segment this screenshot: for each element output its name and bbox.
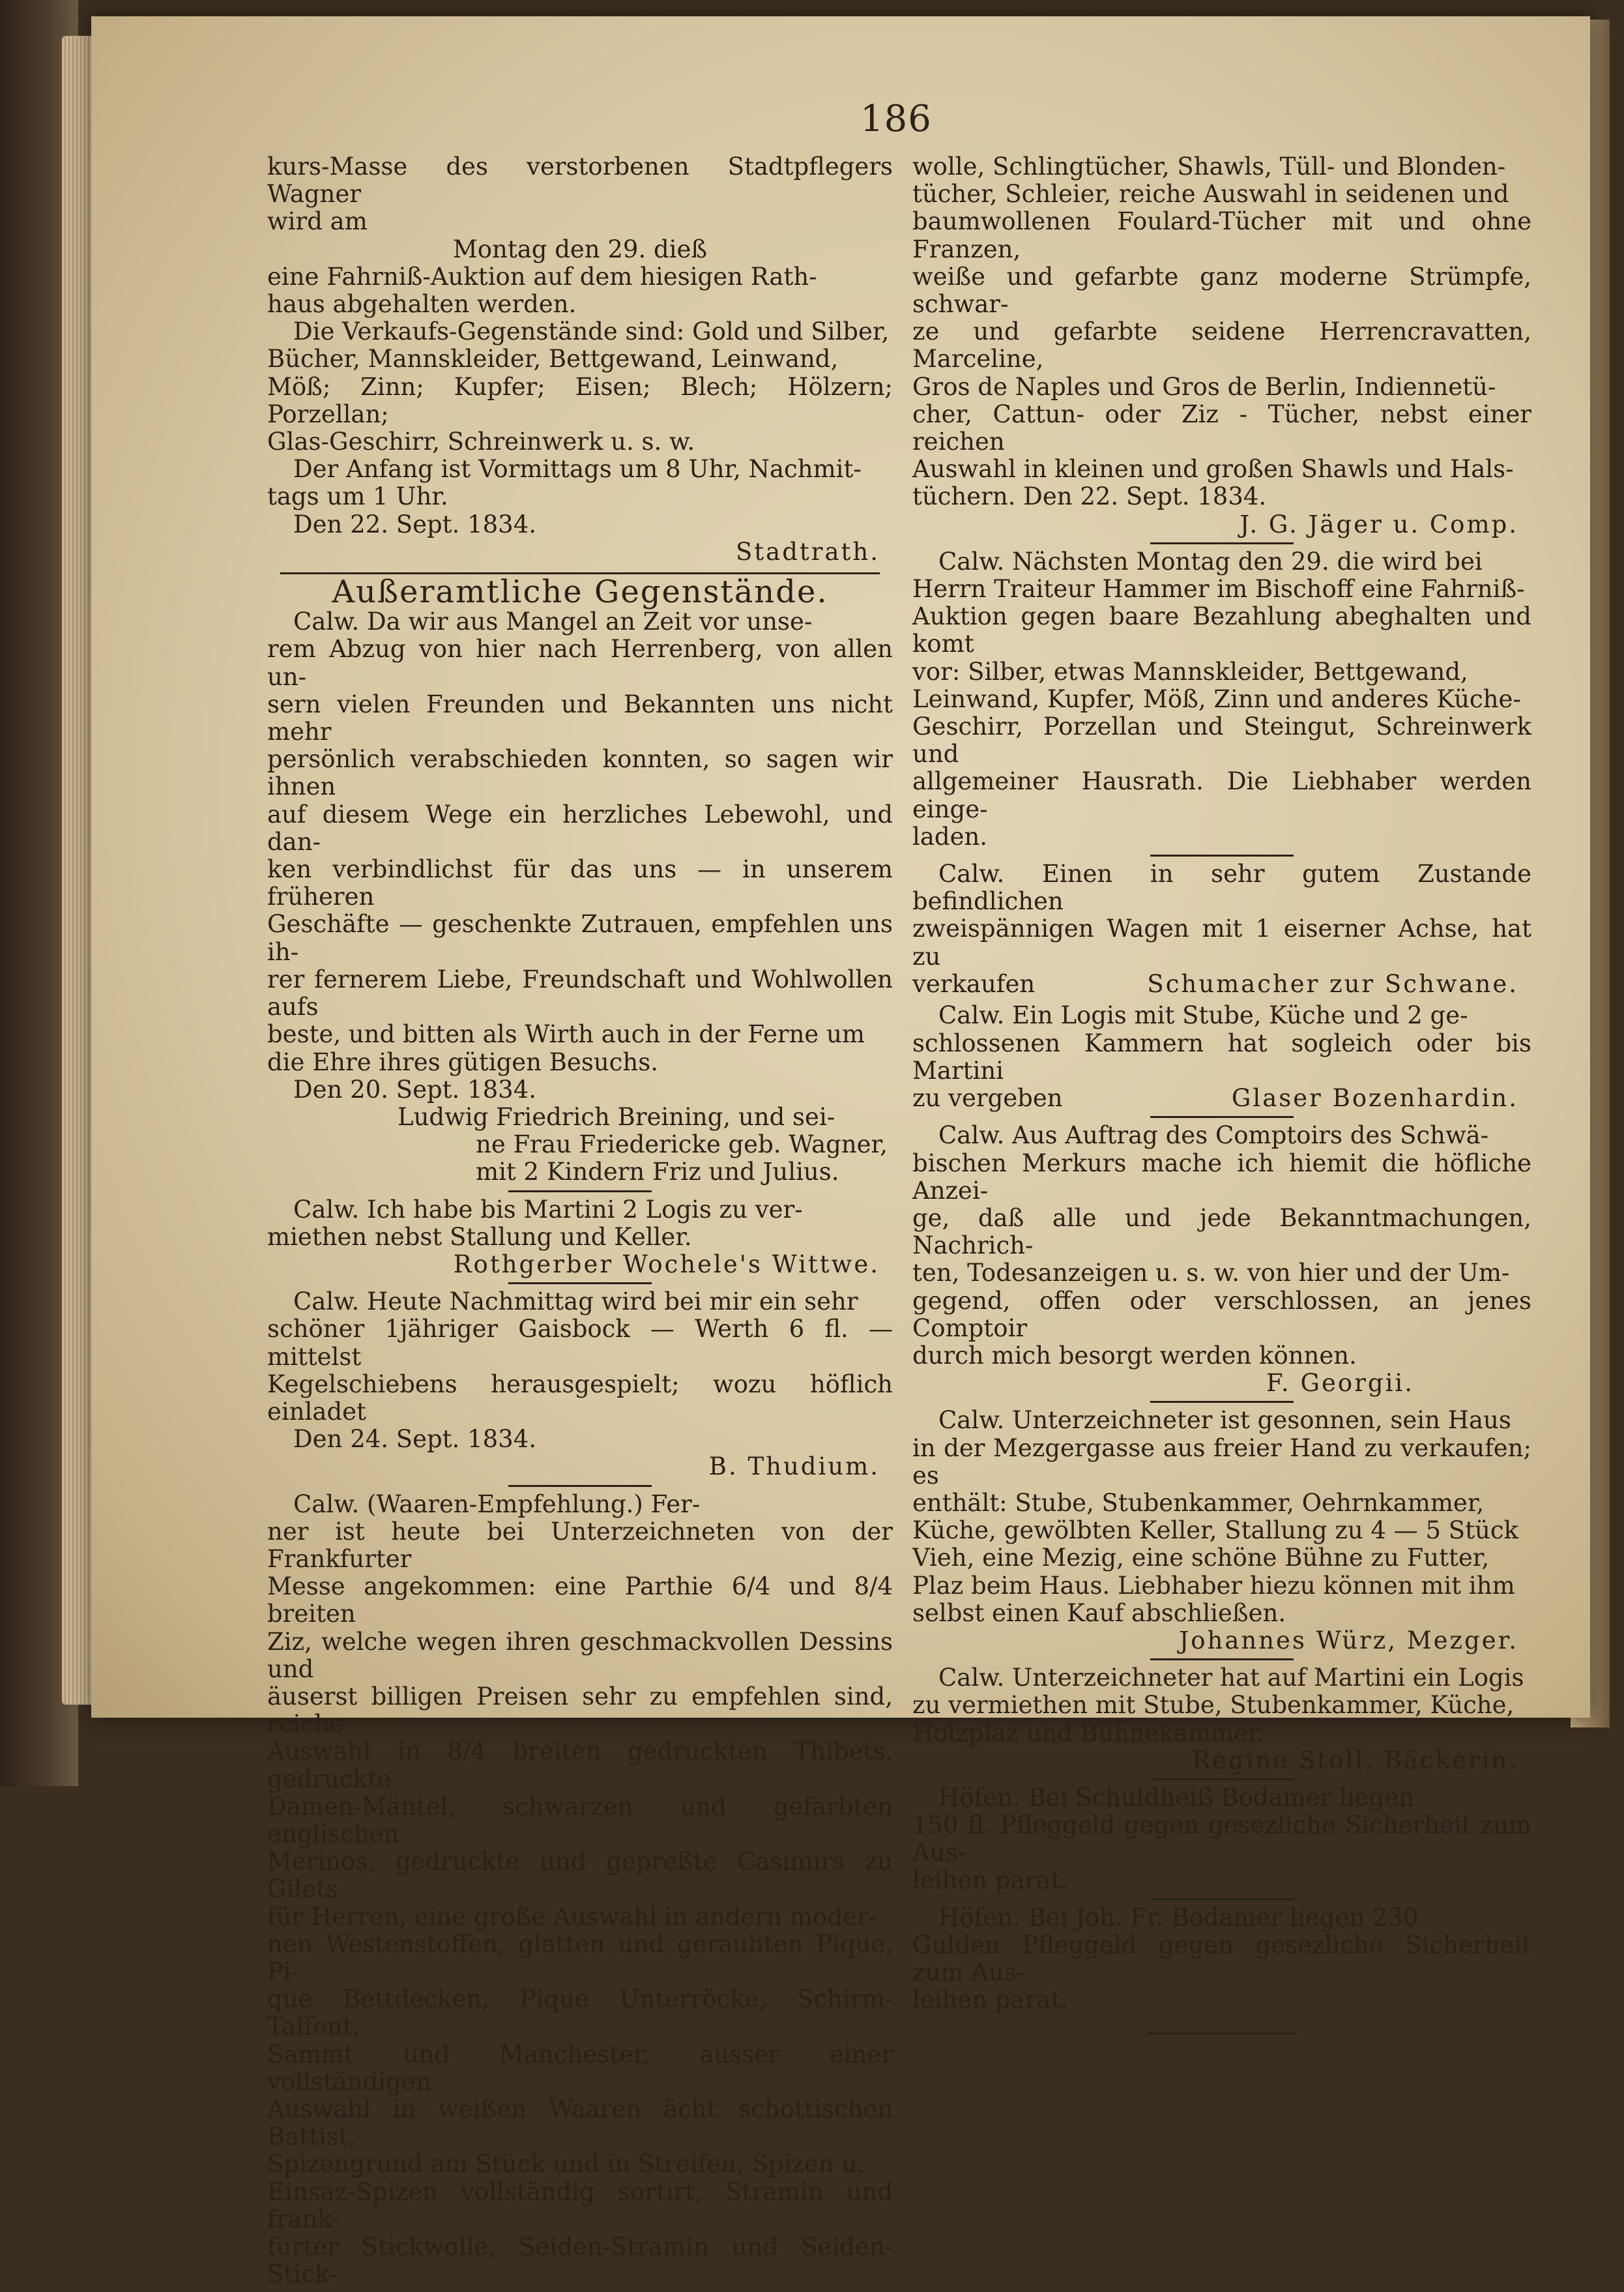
text-line: Auswahl in 8/4 breiten gedruckten Thibets, gedruckte — [267, 1737, 893, 1793]
divider-rule — [1150, 542, 1294, 544]
divider-rule — [1150, 1778, 1294, 1780]
text-line: laden. — [912, 822, 988, 851]
text-line: Glas-Geschirr, Schreinwerk u. s. w. — [267, 428, 695, 456]
signature: Regine Stoll, Bäckerin. — [1192, 1746, 1518, 1774]
section-title: Außeramtliche Gegenstände. — [332, 574, 828, 611]
text-line: zu vermiethen mit Stube, Stubenkammer, Küche, — [912, 1691, 1515, 1720]
text-line: verkaufen — [912, 969, 1036, 998]
text-line: in der Mezgergasse aus freier Hand zu verkaufen; es — [912, 1433, 1531, 1490]
text-line: miethen nebst Stallung und Keller. — [267, 1222, 692, 1251]
text-line: ten, Todesanzeigen u. s. w. von hier und der Um- — [912, 1259, 1510, 1287]
text-line: Geschirr, Porzellan und Steingut, Schreinwerk und — [912, 713, 1531, 769]
text-line: Calw. Einen in sehr gutem Zustande befindlichen — [912, 860, 1531, 916]
text-line: Auktion gegen baare Bezahlung abeghalten und komt — [912, 602, 1531, 658]
text-line: ner ist heute bei Unterzeichneten von der Frankfurter — [267, 1517, 893, 1573]
text-line: Auswahl in kleinen und großen Shawls und Hals- — [912, 455, 1514, 484]
text-line: gegend, offen oder verschlossen, an jenes Comptoir — [912, 1286, 1531, 1342]
text-line: Einsaz-Spizen vollständig sortirt, Stramin und frank- — [267, 2177, 893, 2233]
text-line: Spizengrund am Stück und in Streifen, Spizen u. — [267, 2150, 865, 2179]
signature: B. Thudium. — [708, 1452, 880, 1481]
text-line: baumwollenen Foulard-Tücher mit und ohne Franzen, — [912, 207, 1531, 263]
text-line: Calw. Aus Auftrag des Comptoirs des Schwä- — [938, 1121, 1489, 1150]
text-line: schöner 1jähriger Gaisbock — Werth 6 fl. — mittelst — [267, 1315, 893, 1371]
text-line: Den 24. Sept. 1834. — [293, 1425, 536, 1454]
text-line: Calw. (Waaren-Empfehlung.) Fer- — [293, 1490, 701, 1518]
notice-jaeger — [912, 153, 1531, 538]
text-line: zweispännigen Wagen mit 1 eiserner Achse, hat zu — [912, 915, 1531, 971]
left-column — [267, 153, 893, 2292]
text-line: allgemeiner Hausrath. Die Liebhaber werden einge- — [912, 767, 1531, 823]
signature-line: mit 2 Kindern Friz und Julius. — [476, 1158, 839, 1186]
text-line: zu vergeben — [912, 1083, 1063, 1112]
text-line: Bücher, Mannskleider, Bettgewand, Leinwand, — [267, 345, 839, 374]
text-line: Die Verkaufs-Gegenstände sind: Gold und Silber, — [293, 317, 890, 346]
text-line: sern vielen Freunden und Bekannten uns nicht mehr — [267, 690, 893, 746]
notice-bozenhardin — [912, 1002, 1531, 1112]
signature: Johannes Würz, Mezger. — [1179, 1626, 1518, 1654]
text-line: Montag den 29. dieß — [452, 235, 708, 263]
text-line: Den 20. Sept. 1834. — [293, 1075, 536, 1104]
notice-georgii — [912, 1122, 1531, 1397]
text-line: schlossenen Kammern hat sogleich oder bis Martini — [912, 1029, 1531, 1085]
text-line: tüchern. Den 22. Sept. 1834. — [912, 482, 1267, 511]
text-line: Messe angekommen: eine Parthie 6/4 und 8/4 breiten — [267, 1572, 893, 1628]
text-line: durch mich besorgt werden können. — [912, 1341, 1357, 1370]
text-line: rer fernerem Liebe, Freundschaft und Wohlwollen aufs — [267, 965, 893, 1021]
text-line: Der Anfang ist Vormittags um 8 Uhr, Nachmit- — [293, 455, 862, 484]
text-line: nen Westenstoffen, glatten und gerauhten Pique, Pi- — [267, 1930, 893, 1986]
signature: Glaser Bozenhardin. — [1231, 1084, 1518, 1113]
text-line: Den 22. Sept. 1834. — [293, 510, 536, 538]
text-line: Leinwand, Kupfer, Möß, Zinn und anderes Küche- — [912, 684, 1521, 713]
notice-waaren — [267, 1491, 893, 2289]
signature: J. G. Jäger u. Comp. — [1240, 510, 1518, 538]
text-line: weiße und gefarbte ganz moderne Strümpfe, schwar- — [912, 262, 1531, 319]
text-line: persönlich verabschieden konnten, so sagen wir ihnen — [267, 745, 893, 801]
signature-line: Ludwig Friedrich Breining, und sei- — [398, 1102, 835, 1131]
text-line: furter Stickwolle, Seiden-Stramin und Seiden-Stick- — [267, 2233, 893, 2289]
divider-rule — [508, 1282, 652, 1284]
text-line: Calw. Nächsten Montag den 29. die wird bei — [938, 547, 1483, 576]
text-line: que Bettdecken, Pique Unterröcke, Schirm-Taffent, — [267, 1985, 893, 2041]
notice-auction — [267, 153, 893, 566]
page-number: 186 — [860, 98, 932, 140]
text-line: Auswahl in weißen Waaren ächt schottischen Battist, — [267, 2095, 893, 2151]
text-line: für Herren, eine große Auswahl in andern moder- — [267, 1902, 877, 1931]
text-line: Merinos, gedruckte und gepreßte Casimirs zu Gilets — [267, 1847, 893, 1903]
divider-rule — [1150, 855, 1294, 857]
text-line: vor: Silber, etwas Mannskleider, Bettgewand, — [912, 657, 1468, 686]
signature-line: ne Frau Friedericke geb. Wagner, — [476, 1130, 888, 1159]
divider-rule — [1150, 1898, 1294, 1900]
text-line: Höfen. Bei Schuldheiß Bodamer liegen — [938, 1783, 1415, 1812]
text-line: Calw. Ein Logis mit Stube, Küche und 2 ge- — [938, 1001, 1468, 1030]
divider-rule — [508, 1485, 652, 1487]
notice-wurz — [912, 1407, 1531, 1654]
text-line: Möß; Zinn; Kupfer; Eisen; Blech; Hölzern; Porzellan; — [267, 372, 893, 428]
text-line: Calw. Ich habe bis Martini 2 Logis zu ver- — [293, 1195, 803, 1224]
notice-thudium — [267, 1288, 893, 1480]
signature: Schumacher zur Schwane. — [1147, 970, 1518, 999]
text-line: die Ehre ihres gütigen Besuchs. — [267, 1048, 658, 1076]
notice-bodamer-schultheiss — [912, 1784, 1531, 1894]
text-line: selbst einen Kauf abschließen. — [912, 1598, 1286, 1627]
text-line: ge, daß alle und jede Bekanntmachungen, Nachrich- — [912, 1203, 1531, 1260]
divider-rule — [1150, 1401, 1294, 1403]
text-line: beste, und bitten als Wirth auch in der Ferne um — [267, 1020, 865, 1049]
text-line: leihen parat. — [912, 1986, 1069, 2014]
text-line: Calw. Heute Nachmittag wird bei mir ein sehr — [293, 1287, 858, 1316]
notice-stoll — [912, 1664, 1531, 1774]
signature: Rothgerber Wochele's Wittwe. — [453, 1250, 880, 1278]
text-line: Calw. Unterzeichneter hat auf Martini ein Logis — [938, 1664, 1524, 1692]
notice-breining — [267, 608, 893, 1186]
divider-rule — [508, 1190, 652, 1192]
text-line: Höfen. Bei Joh. Fr. Bodamer liegen 230 — [938, 1903, 1419, 1932]
text-line: tags um 1 Uhr. — [267, 482, 448, 511]
notice-wochele — [267, 1196, 893, 1279]
notice-schumacher — [912, 860, 1531, 998]
divider-rule — [1147, 2033, 1297, 2035]
text-line: ze und gefarbte seidene Herrencravatten, Marceline, — [912, 317, 1531, 374]
text-line: Vieh, eine Mezig, eine schöne Bühne zu Futter, — [912, 1544, 1490, 1572]
notice-bodamer-joh — [912, 1904, 1531, 2014]
text-line: ken verbindlichst für das uns — in unserem früheren — [267, 855, 893, 911]
text-line: Plaz beim Haus. Liebhaber hiezu können mit ihm — [912, 1571, 1515, 1600]
right-column — [912, 153, 1531, 2035]
text-line: Geschäfte — geschenkte Zutrauen, empfehlen uns ih- — [267, 910, 893, 966]
notice-hammer — [912, 548, 1531, 851]
signature: Stadtrath. — [735, 537, 880, 566]
text-line: Damen-Mäntel, schwarzen und gefarbten englischen — [267, 1792, 893, 1848]
text-line: wolle, Schlingtücher, Shawls, Tüll- und Blonden- — [912, 153, 1506, 181]
divider-rule — [1150, 1658, 1294, 1660]
text-line: wird am — [267, 207, 368, 236]
text-line: enthält: Stube, Stubenkammer, Oehrnkammer, — [912, 1488, 1485, 1517]
text-line: Sammt und Manchester, ausser einer vollständigen — [267, 2040, 893, 2096]
text-line: Gulden Pfleggeld gegen gesezliche Sicherheit zum Aus- — [912, 1931, 1531, 1987]
text-line: tücher, Schleier, reiche Auswahl in seidenen und — [912, 180, 1509, 209]
text-line: bischen Merkurs mache ich hiemit die höfliche Anzei- — [912, 1149, 1531, 1205]
text-line: Calw. Unterzeichneter ist gesonnen, sein Haus — [938, 1406, 1511, 1435]
text-line: 150 fl. Pfleggeld gegen gesezliche Sicherheit zum Aus- — [912, 1811, 1531, 1867]
text-line: leihen parat. — [912, 1866, 1069, 1894]
text-line: Küche, gewölbten Keller, Stallung zu 4 — 5 Stück — [912, 1516, 1518, 1545]
text-line: Herrn Traiteur Hammer im Bischoff eine Fahrniß- — [912, 575, 1525, 604]
signature: F. Georgii. — [1266, 1369, 1414, 1398]
divider-rule — [1150, 1116, 1294, 1118]
text-line: rem Abzug von hier nach Herrenberg, von allen un- — [267, 635, 893, 691]
text-line: Gros de Naples und Gros de Berlin, Indiennetü- — [912, 372, 1496, 401]
text-line: Ziz, welche wegen ihren geschmackvollen Dessins und — [267, 1627, 893, 1683]
text-line: auf diesem Wege ein herzliches Lebewohl, und dan- — [267, 800, 893, 856]
text-line: kurs-Masse des verstorbenen Stadtpflegers Wagner — [267, 153, 893, 209]
text-line: cher, Cattun- oder Ziz - Tücher, nebst einer reichen — [912, 400, 1531, 456]
text-line: äuserst billigen Preisen sehr zu empfehlen sind, reiche — [267, 1682, 893, 1739]
text-line: Calw. Da wir aus Mangel an Zeit vor unse- — [293, 608, 813, 636]
text-line: eine Fahrniß-Auktion auf dem hiesigen Rath- — [267, 262, 817, 291]
text-line: Holzplaz und Bühnekammer. — [912, 1718, 1265, 1747]
text-line: haus abgehalten werden. — [267, 290, 577, 319]
text-line: Kegelschiebens herausgespielt; wozu höflich einladet — [267, 1370, 893, 1426]
